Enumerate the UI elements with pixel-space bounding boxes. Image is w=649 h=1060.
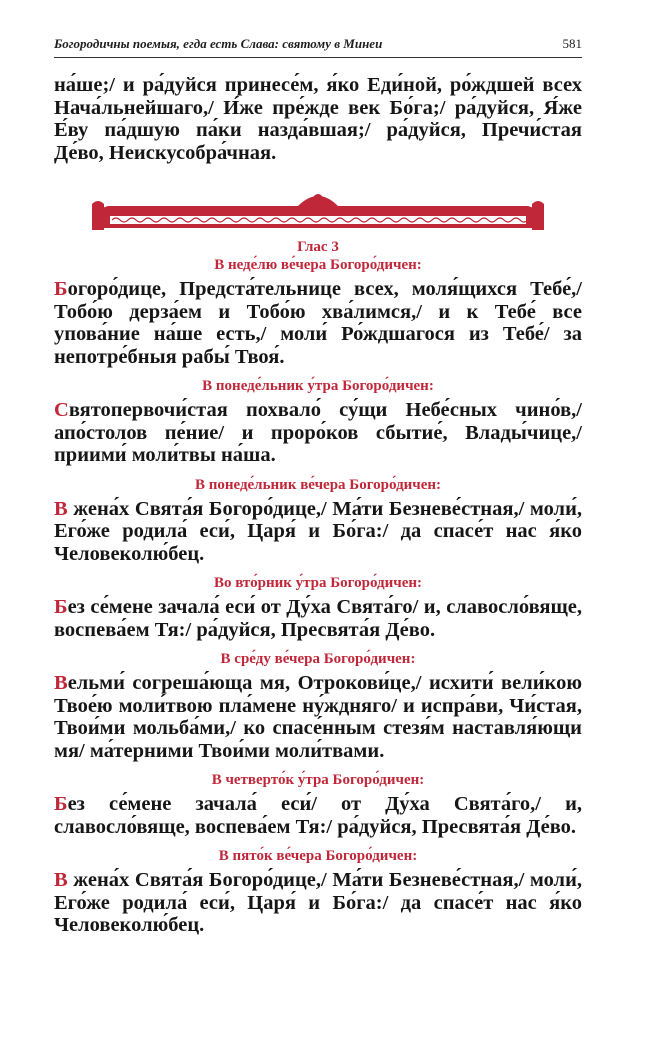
hymn-section [54,377,582,467]
hymn-text [54,869,582,937]
hymn-text [54,399,582,467]
section-caption: Во вто́рник у́тра Богоро́дичен: [213,575,423,591]
page [54,36,582,937]
initial-letter: В [54,869,68,891]
hymn-section [54,847,582,937]
section-caption: В четверто́к у́тра Богоро́дичен: [211,772,425,788]
hymn-section [54,476,582,566]
initial-letter: Б [54,793,68,815]
hymn-text-body: ез се́мене зачала́ еси́/ от Ду́ха Свята́го,/ и, славосло́вяще, воспева́ем Тя:/ ра́дуйся, Пресвята́я Де́во. [54,793,582,838]
initial-letter: Б [54,596,68,618]
hymn-text-body: огоро́дице, Предста́тельнице всех, моля́щихся Тебе́,/ Тобо́ю дерза́ем и Тобо́ю хва́лимся,/ и к Тебе́ все упова́ние на́ше есть,/ моли́ Ро́ждшагося из Тебе́/ за непотре́бныя рабы́ Твоя́. [54,278,582,368]
hymn-text-body: жена́х Свята́я Богоро́дице,/ Ма́ти Безневе́стная,/ моли́, Его́же родила́ еси́, Царя́ и Бо́га:/ да спасе́т нас я́ко Человеколю́бец. [54,869,582,936]
hymn-text [54,793,582,838]
hymn-section [54,574,582,641]
page-number: 581 [562,36,582,51]
headpiece-ornament [88,190,548,232]
section-caption: В понеде́льник у́тра Богоро́дичен: [202,378,434,394]
intro-paragraph: на́ше;/ и ра́дуйся принесе́м, я́ко Еди́ной, ро́ждшей всех Нача́льнейшаго,/ И́же пре́жде век Бо́га;/ ра́дуйся, Я́же Е́ву па́дшую па́ки назда́вшая;/ ра́дуйся, Пречи́стая Де́во, Неискусобра́чная. [54,74,582,164]
hymn-sections [54,256,582,937]
section-caption: В пято́к ве́чера Богоро́дичен: [218,848,418,864]
initial-letter: Б [54,278,68,300]
hymn-text [54,596,582,641]
hymn-text-body: ез се́мене зачала́ еси́ от Ду́ха Свята́го/ и, славосло́вяще, воспева́ем Тя:/ ра́дуйся, Пресвята́я Де́во. [54,596,582,641]
running-header [54,36,582,58]
section-caption: В понеде́льник ве́чера Богоро́дичен: [194,476,442,493]
hymn-text-body: вятопервочи́стая похвало́ су́щи Небе́сных чино́в,/ апо́столов пе́ние/ и проро́ков сбытие́, Влады́чице,/ приими́ моли́твы на́ша. [54,399,582,466]
header-title: Богородичны поемыя, егда есть Слава: святому в Минеи [54,36,383,51]
hymn-section [54,650,582,762]
section-caption: В сре́ду ве́чера Богоро́дичен: [220,651,416,667]
initial-letter: С [54,399,69,421]
hymn-section [54,771,582,838]
hymn-text-body: ельми́ согреша́юща мя, Отрокови́це,/ исхити́ вели́кою Твое́ю моли́твою пла́мене ну́ждняго/ и испра́ви, Чи́стая, Твои́ми мольба́ми,/ ко спасе́нным стезя́м наставля́ющи мя/ ма́терними Твои́ми моли́твами. [54,672,582,762]
initial-letter: В [54,672,68,694]
initial-letter: В [54,497,68,520]
hymn-text [54,672,582,762]
hymn-text-body: жена́х Свята́я Богоро́дице,/ Ма́ти Безневе́стная,/ моли́, Его́же родила́ еси́, Царя́ и Бо́га:/ да спасе́т нас я́ко Человеколю́бец. [54,497,582,565]
hymn-text [54,498,582,566]
section-caption: В неде́лю ве́чера Богоро́дичен: [214,257,422,273]
hymn-section [54,256,582,368]
hymn-text [54,278,582,368]
tone-heading: Глас 3 [297,239,339,255]
